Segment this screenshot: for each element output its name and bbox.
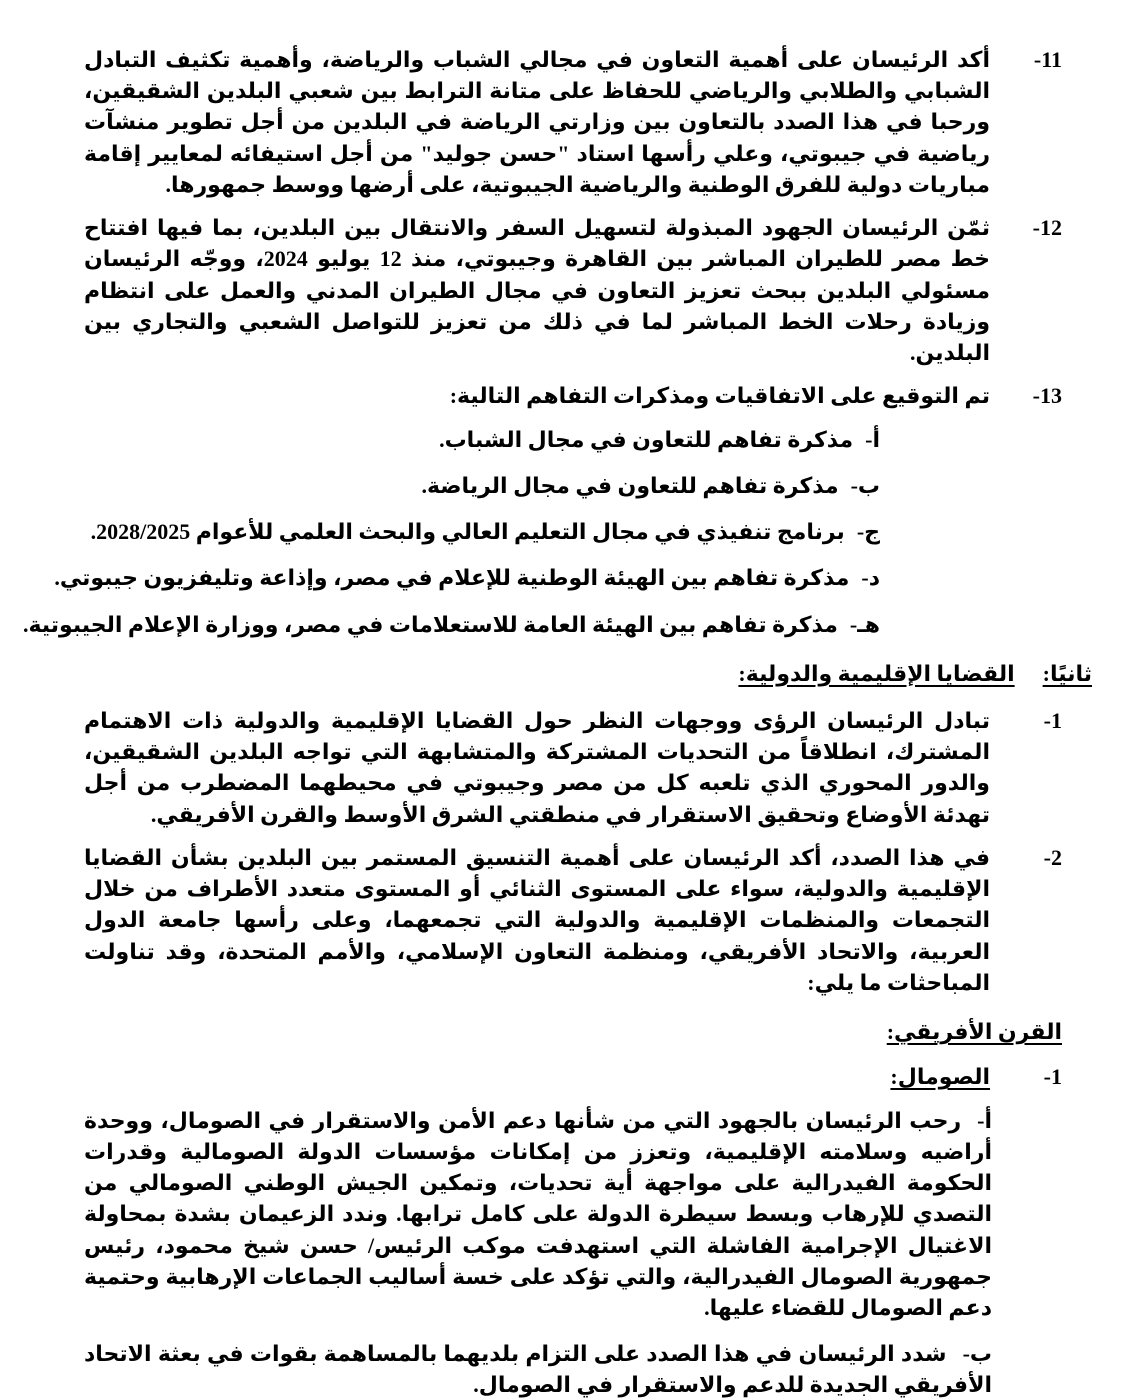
agreement-item (54, 562, 880, 593)
agreement-text: مذكرة تفاهم للتعاون في مجال الرياضة. (421, 472, 839, 498)
paragraph-text: رحب الرئيسان بالجهود التي من شأنها دعم الأمن والاستقرار في الصومال، ووحدة أراضيه وسلامته الإقليمية، وتعزز من إمكانات مؤسسات الدولة الصومالية وقدرات الحكومة الفيدرالية على مواجهة أية تحديات، وتمكين الجيش الوطني الصومالي من التصدي للإرهاب وبسط سيطرة الدولة على كامل ترابها. وندد الزعيمان بشدة بمحاولة الاغتيال الإجرامية الفاشلة التي استهدفت موكب الرئيس/ حسن شيخ محمود، رئيس جمهورية الصومال الفيدرالية، والتي تؤكد على خسة أساليب الجماعات الإرهابية وحتمية دعم الصومال للقضاء عليها. (84, 1107, 992, 1320)
agreement-label: د- (861, 565, 880, 591)
list-item-12 (84, 212, 1062, 368)
section-title: القضايا الإقليمية والدولية: (738, 660, 1015, 686)
regional-item-2 (84, 842, 1062, 998)
paragraph-label: ب- (962, 1341, 992, 1367)
list-item-11 (84, 44, 1062, 200)
agreement-label: أ- (865, 426, 880, 452)
paragraph-label: أ- (977, 1107, 992, 1133)
item-number: 2- (1043, 844, 1062, 870)
agreement-text: مذكرة تفاهم بين الهيئة العامة للاستعلامات في مصر، ووزارة الإعلام الجيبوتية. (22, 611, 838, 637)
item-number: 12- (1032, 215, 1062, 241)
somalia-title: الصومال: (890, 1064, 990, 1090)
somalia-paragraph-b (84, 1338, 992, 1400)
agreement-item (22, 609, 880, 640)
item-text: في هذا الصدد، أكد الرئيسان على أهمية التنسيق المستمر بين البلدين بشأن القضايا الإقليمية والدولية، سواء على المستوى الثنائي أو المستوى متعدد الأطراف من خلال التجمعات والمنظمات الإقليمية والدولية التي تجمعهما، وعلى رأسها جامعة الدول العربية، والاتحاد الأفريقي، ومنظمة التعاون الإسلامي، والأمم المتحدة، وقد تناولت المباحثات ما يلي: (84, 844, 990, 995)
agreement-label: هـ- (849, 611, 880, 637)
paragraph-text: شدد الرئيسان في هذا الصدد على التزام بلديهما بالمساهمة بقوات في بعثة الاتحاد الأفريقي الجديدة للدعم والاستقرار في الصومال. (84, 1341, 992, 1398)
item-text: تم التوقيع على الاتفاقيات ومذكرات التفاهم التالية: (449, 383, 990, 409)
agreements-list (22, 424, 1092, 640)
horn-title: القرن الأفريقي: (886, 1019, 1062, 1045)
item-number: 1- (1043, 707, 1062, 733)
regional-item-1 (84, 705, 1062, 830)
section-heading (84, 658, 1092, 689)
item-text: ثمّن الرئيسان الجهود المبذولة لتسهيل السفر والانتقال بين البلدين، بما فيها افتتاح خط مصر للطيران المباشر بين القاهرة وجيبوتي، منذ 12 يوليو 2024، ووجّه الرئيسان مسئولي البلدين ببحث تعزيز التعاون في مجال الطيران المدني والعمل على انتظام وزيادة رحلات الخط المباشر لما في ذلك من تعزيز للتواصل الشعبي والتجاري بين البلدين. (84, 215, 991, 366)
list-item-13 (84, 380, 1062, 411)
item-text: أكد الرئيسان على أهمية التعاون في مجالي الشباب والرياضة، وأهمية تكثيف التبادل الشبابي والطلابي والرياضي للحفاظ على متانة الترابط بين شعبي البلدين الشقيقين، ورحبا في هذا الصدد بالتعاون بين وزارتي الرياضة في البلدين من أجل تطوير منشآت رياضية في جيبوتي، وعلي رأسها استاد "حسن جوليد" من أجل استيفائه لمعايير إقامة مباريات دولية للفرق الوطنية والرياضية الجيبوتية، على أرضها ووسط جمهورها. (84, 47, 990, 197)
item-number: 13- (1032, 383, 1062, 409)
section-label: ثانيًا: (1042, 660, 1092, 686)
agreement-text: مذكرة تفاهم للتعاون في مجال الشباب. (439, 426, 854, 452)
agreement-item (84, 470, 880, 501)
agreement-item (84, 516, 880, 547)
agreement-label: ب- (850, 472, 880, 498)
item-number: 1- (1043, 1064, 1062, 1090)
item-text: تبادل الرئيسان الرؤى ووجهات النظر حول القضايا الإقليمية والدولية ذات الاهتمام المشترك، انطلاقاً من التحديات المشتركة والمتشابهة التي تواجه البلدين الشقيقين، والدور المحوري الذي تلعبه كل من مصر وجيبوتي في محيطهما المضطرب من أجل تهدئة الأوضاع وتحقيق الاستقرار في منطقتي الشرق الأوسط والقرن الأفريقي. (84, 707, 990, 827)
agreement-text: برنامج تنفيذي في مجال التعليم العالي والبحث العلمي للأعوام 2028/2025. (90, 519, 845, 545)
agreement-item (84, 424, 880, 455)
agreement-label: ج- (856, 519, 880, 545)
somalia-heading (84, 1061, 1062, 1092)
item-number: 11- (1033, 47, 1062, 72)
agreement-text: مذكرة تفاهم بين الهيئة الوطنية للإعلام في مصر، وإذاعة وتليفزيون جيبوتي. (54, 565, 850, 591)
somalia-paragraph-a (84, 1105, 992, 1324)
somalia-title-wrap (84, 1061, 990, 1092)
horn-heading (84, 1016, 1062, 1047)
